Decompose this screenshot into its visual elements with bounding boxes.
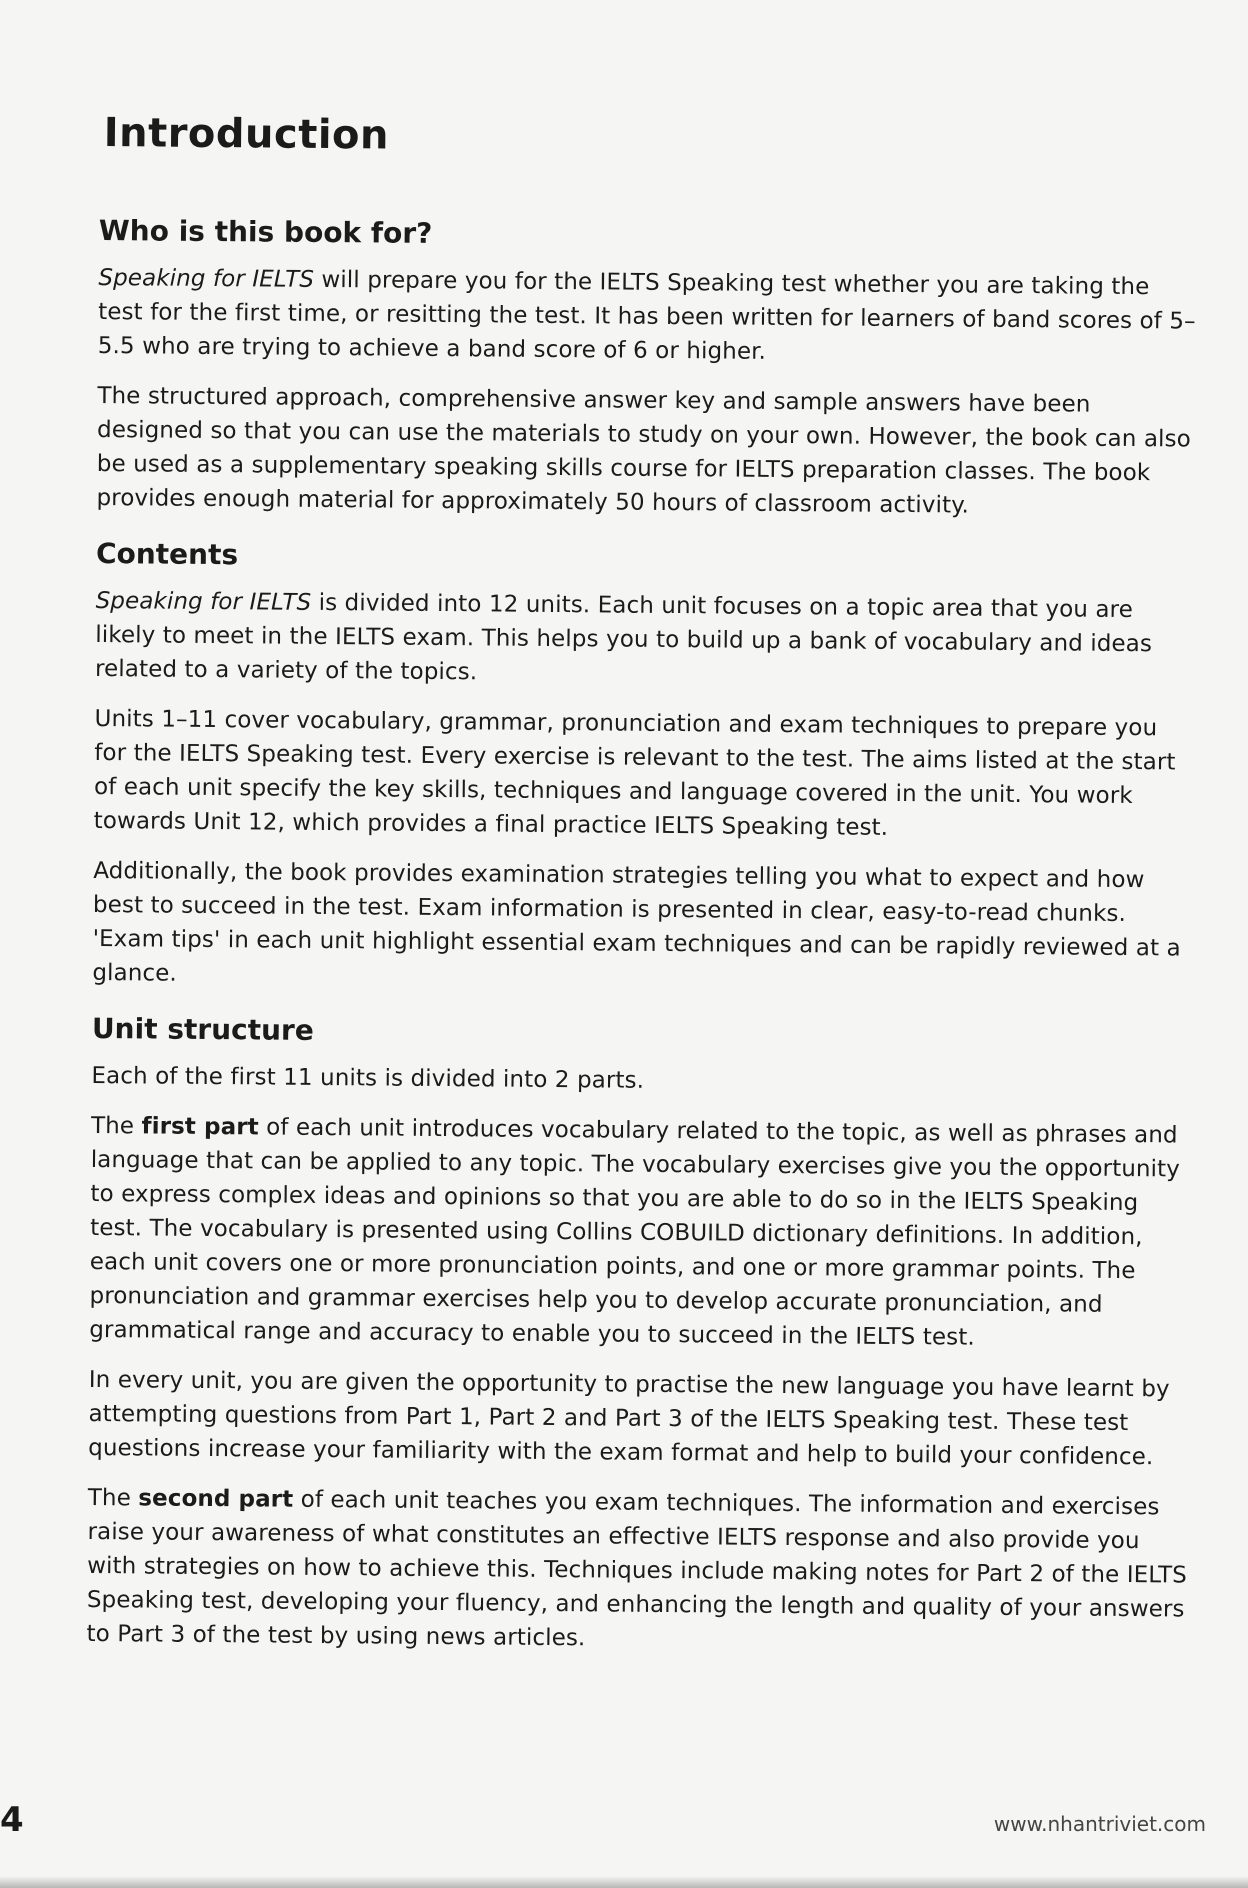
paragraph-text: is divided into 12 units. Each unit focuses on a topic area that you are likely to meet in the IELTS exam. This helps you to build up a bank of vocabulary and ideas related to a variety of the topics. <box>94 589 1153 686</box>
bold-term: first part <box>141 1113 259 1141</box>
paragraph <box>89 1109 1191 1357</box>
section-unit-structure <box>86 1012 1192 1661</box>
paragraph-text: of each unit introduces vocabulary related to the topic, as well as phrases and language that can be applied to any topic. The vocabulary exercises give you the opportunity to express complex ideas and opinions so that you are able to do so in the IELTS Speaking test. The vocabulary is presented using Collins COBUILD dictionary definitions. In addition, each unit covers one or more pronunciation points, and one or more grammar points. The pronunciation and grammar exercises help you to develop accurate pronunciation, and grammatical range and accuracy to enable you to succeed in the IELTS test. <box>89 1114 1181 1351</box>
section-heading: Who is this book for? <box>98 213 433 250</box>
page-content <box>86 100 1200 1683</box>
page-title: Introduction <box>103 110 390 159</box>
paragraph-lead: The <box>90 1112 142 1140</box>
paragraph <box>98 261 1199 373</box>
paragraph <box>94 702 1195 848</box>
paragraph-text: Additionally, the book provides examination strategies telling you what to expect and how best to succeed in the test. Exam information is presented in clear, easy-to-read chunks. 'Exam tips' in each unit highlight essential exam techniques and can be rapidly reviewed at a glance. <box>92 857 1181 987</box>
page-edge-shadow <box>0 1876 1248 1888</box>
paragraph-text: will prepare you for the IELTS Speaking test whether you are taking the test for the first time, or resitting the test. It has been written for learners of band scores of 5–5.5 who are trying to achieve a band score of 6 or higher. <box>97 266 1196 365</box>
footer-url: www.nhantriviet.com <box>993 1812 1206 1836</box>
paragraph-text: Units 1–11 cover vocabulary, grammar, pronunciation and exam techniques to prepare you for the IELTS Speaking test. Every exercise is relevant to the test. The aims listed at the start of each unit specify the key skills, techniques and language covered in the unit. You work towards Unit 12, which provides a final practice IELTS Speaking test. <box>93 705 1176 841</box>
paragraph <box>96 379 1197 525</box>
book-title-italic: Speaking for IELTS <box>98 264 315 293</box>
paragraph <box>92 854 1193 1000</box>
page-number: 4 <box>0 1800 24 1840</box>
paragraph-text: In every unit, you are given the opportunity to practise the new language you have learnt by attempting questions from Part 1, Part 2 and Part 3 of the IELTS Speaking test. These test questions increase your familiarity with the exam format and help to build your confidence. <box>88 1366 1170 1471</box>
section-heading: Unit structure <box>91 1011 314 1047</box>
paragraph <box>86 1481 1187 1661</box>
paragraph-text: Each of the first 11 units is divided into 2 parts. <box>91 1062 645 1094</box>
section-heading: Contents <box>95 536 239 572</box>
bold-term: second part <box>138 1485 294 1513</box>
paragraph-text: The structured approach, comprehensive answer key and sample answers have been designed so that you can use the materials to study on your own. However, the book can also be used as a supplementary speaking skills course for IELTS preparation classes. The book provides enough material for approximately 50 hours of classroom activity. <box>96 382 1191 519</box>
section-contents <box>92 537 1196 1000</box>
paragraph <box>95 584 1196 696</box>
paragraph <box>91 1059 1191 1103</box>
paragraph-text: of each unit teaches you exam techniques. The information and exercises raise your awareness of what constitutes an effective IELTS response and also provide you with strategies on how to achieve this. Techniques include making notes for Part 2 of the IELTS Speaking test, developing your fluency, and enhancing the length and quality of your answers to Part 3 of the test by using news articles. <box>86 1486 1187 1652</box>
paragraph-lead: The <box>87 1484 139 1512</box>
book-title-italic: Speaking for IELTS <box>95 587 312 616</box>
paragraph <box>88 1363 1189 1475</box>
section-who-is-this-book-for <box>96 214 1199 525</box>
